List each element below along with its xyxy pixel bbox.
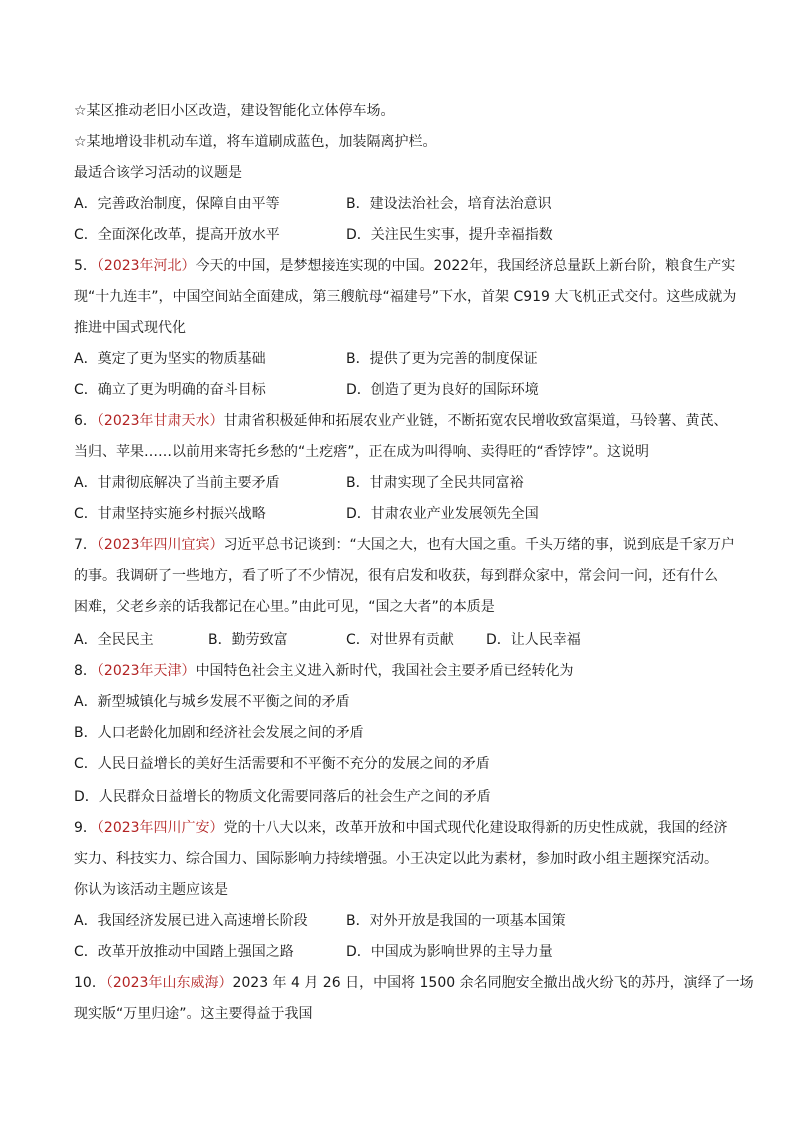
question-number: 6．: [74, 413, 97, 429]
question-9-line-2: 实力、科技实力、综合国力、国际影响力持续增强。小王决定以此为素材，参加时政小组主题探究活动。: [74, 851, 718, 867]
question-7-line-2: 的事。我调研了一些地方，看了听了不少情况，很有启发和收获，每到群众家中，常会问一问，还有什么: [74, 568, 718, 584]
question-source: （2023年山东威海）: [105, 975, 233, 991]
question-source: （2023年四川宜宾）: [96, 537, 224, 553]
question-8-option-d: D．人民群众日益增长的物质文化需要同落后的社会生产之间的矛盾: [74, 789, 491, 805]
question-source: （2023年四川广安）: [96, 820, 224, 836]
question-7-option-d: D．让人民幸福: [486, 632, 581, 648]
question-8-option-a: A．新型城镇化与城乡发展不平衡之间的矛盾: [74, 694, 350, 710]
intro-option-a: A．完善政治制度，保障自由平等: [74, 196, 280, 212]
question-5-option-a: A．奠定了更为坚实的物质基础: [74, 351, 266, 367]
question-7-option-c: C．对世界有贡献: [346, 632, 454, 648]
question-number: 5．: [74, 258, 97, 274]
question-5-line-2: 现“十九连丰”，中国空间站全面建成，第三艘航母“福建号”下水，首架 C919 大飞机正式交付。这些成就为: [74, 289, 737, 305]
question-8-line-1: [74, 661, 574, 681]
question-number: 7．: [74, 537, 97, 553]
question-5-option-c: C．确立了更为明确的奋斗目标: [74, 382, 266, 398]
question-8-option-b: B．人口老龄化加剧和经济社会发展之间的矛盾: [74, 725, 364, 741]
intro-option-c: C．全面深化改革，提高开放水平: [74, 227, 280, 243]
question-text: 习近平总书记谈到：“大国之大，也有大国之重。千头万绪的事，说到底是千家万户: [223, 537, 735, 553]
intro-option-d: D．关注民生实事，提升幸福指数: [346, 227, 553, 243]
question-text: 2023 年 4 月 26 日，中国将 1500 余名同胞安全撤出战火纷飞的苏丹，演绎了一场: [232, 975, 754, 991]
question-10-line-2: 现实版“万里归途”。这主要得益于我国: [74, 1006, 313, 1022]
question-text: 中国特色社会主义进入新时代，我国社会主要矛盾已经转化为: [195, 663, 574, 679]
question-source: （2023年河北）: [96, 258, 196, 274]
question-9-option-b: B．对外开放是我国的一项基本国策: [346, 913, 566, 929]
question-6-line-1: [74, 411, 728, 431]
question-text: 今天的中国，是梦想接连实现的中国。2022年，我国经济总量跃上新台阶，粮食生产实: [195, 258, 736, 274]
intro-stem: 最适合该学习活动的议题是: [74, 165, 242, 181]
question-8-option-c: C．人民日益增长的美好生活需要和不平衡不充分的发展之间的矛盾: [74, 756, 490, 772]
question-5-line-3: 推进中国式现代化: [74, 320, 186, 336]
question-7-line-1: [74, 535, 735, 555]
question-6-option-d: D．甘肃农业产业发展领先全国: [346, 506, 539, 522]
question-9-option-a: A．我国经济发展已进入高速增长阶段: [74, 913, 308, 929]
question-7-line-3: 困难，父老乡亲的话我都记在心里。”由此可见，“国之大者”的本质是: [74, 599, 495, 615]
question-6-option-a: A．甘肃彻底解决了当前主要矛盾: [74, 475, 280, 491]
question-source: （2023年甘肃天水）: [96, 413, 224, 429]
question-5-option-b: B．提供了更为完善的制度保证: [346, 351, 538, 367]
question-9-option-c: C．改革开放推动中国踏上强国之路: [74, 944, 294, 960]
intro-line-2: ☆某地增设非机动车道，将车道刷成蓝色，加装隔离护栏。: [74, 134, 437, 150]
question-9-line-1: [74, 818, 728, 838]
question-5-option-d: D．创造了更为良好的国际环境: [346, 382, 539, 398]
question-5-line-1: [74, 256, 735, 276]
question-10-line-1: [74, 973, 754, 993]
question-text: 甘肃省积极延伸和拓展农业产业链，不断拓宽农民增收致富渠道，马铃薯、黄芪、: [223, 413, 728, 429]
question-7-option-b: B．勤劳致富: [208, 632, 288, 648]
question-text: 党的十八大以来，改革开放和中国式现代化建设取得新的历史性成就，我国的经济: [223, 820, 728, 836]
question-6-option-c: C．甘肃坚持实施乡村振兴战略: [74, 506, 266, 522]
question-number: 10．: [74, 975, 106, 991]
intro-option-b: B．建设法治社会，培育法治意识: [346, 196, 552, 212]
question-source: （2023年天津）: [96, 663, 196, 679]
question-9-option-d: D．中国成为影响世界的主导力量: [346, 944, 553, 960]
question-7-option-a: A．全民民主: [74, 632, 154, 648]
question-number: 9．: [74, 820, 97, 836]
question-6-option-b: B．甘肃实现了全民共同富裕: [346, 475, 524, 491]
question-9-line-3: 你认为该活动主题应该是: [74, 882, 228, 898]
question-6-line-2: 当归、苹果……以前用来寄托乡愁的“土疙瘩”，正在成为叫得响、卖得旺的“香饽饽”。这说明: [74, 444, 650, 460]
intro-line-1: ☆某区推动老旧小区改造，建设智能化立体停车场。: [74, 103, 395, 119]
question-number: 8．: [74, 663, 97, 679]
